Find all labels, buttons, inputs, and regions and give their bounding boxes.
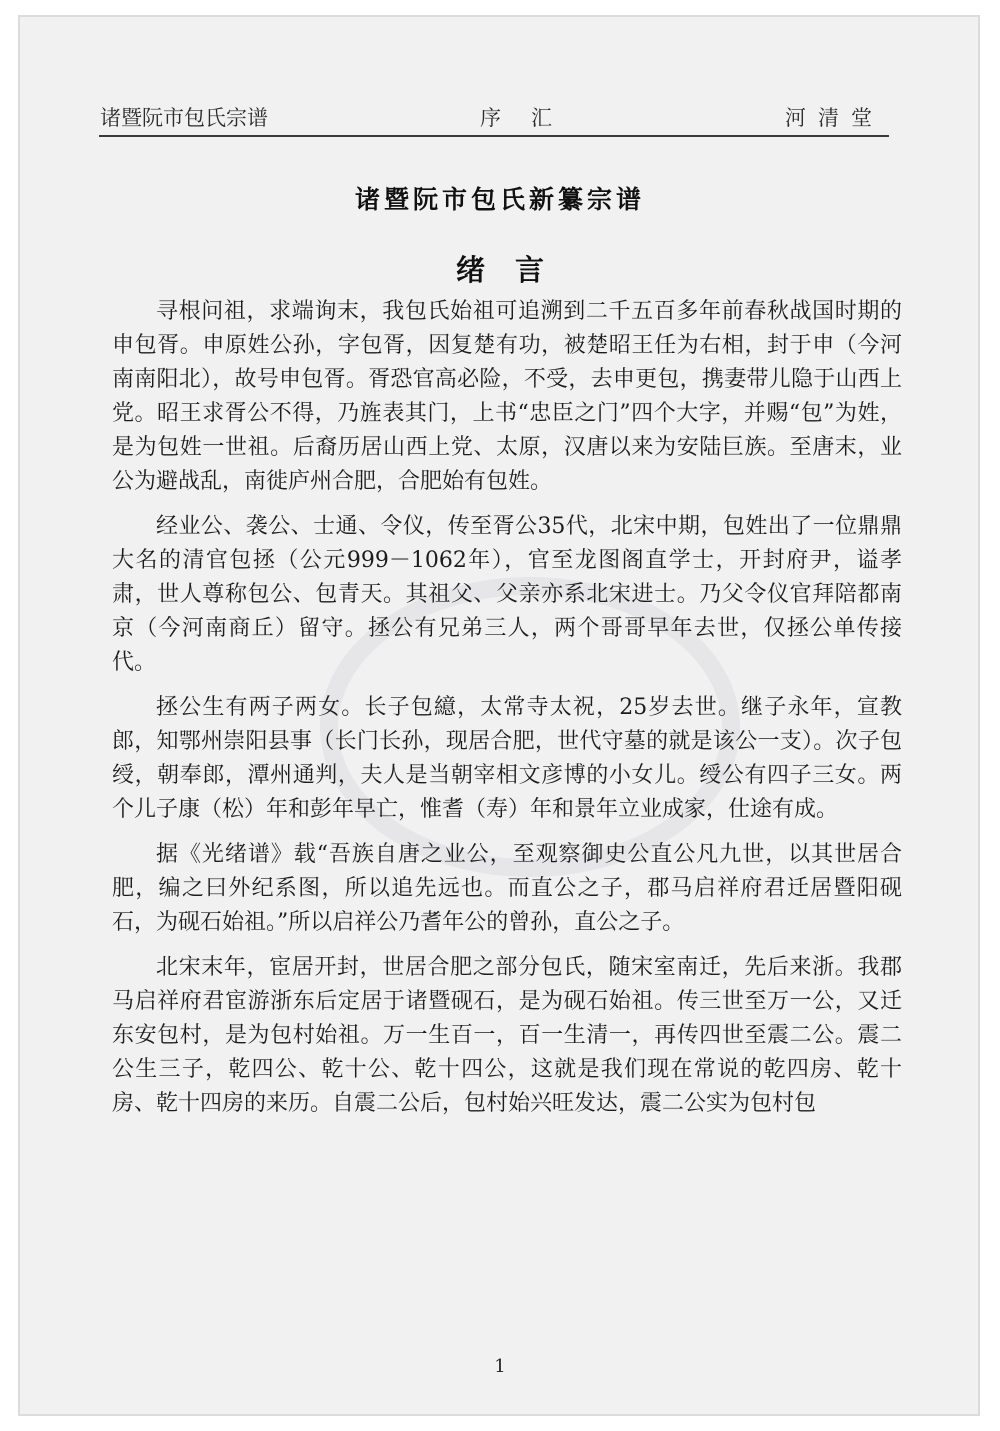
running-header [96, 100, 884, 130]
paragraph: 寻根问祖，求端询末，我包氏始祖可追溯到二千五百多年前春秋战国时期的申包胥。申原姓公孙，字包胥，因复楚有功，被楚昭王任为右相，封于申（今河南南阳北），故号申包胥。胥恐官高必险，不受，去申更包，携妻带儿隐于山西上党。昭王求胥公不得，乃旌表其门，上书“忠臣之门”四个大字，并赐“包”为姓，是为包姓一世祖。后裔历居山西上党、太原，汉唐以来为安陆巨族。至唐末，业公为避战乱，南徙庐州合肥，合肥始有包姓。 [112, 299, 902, 494]
header-section: 序汇 [480, 106, 582, 130]
section-heading: 绪言 [455, 253, 574, 287]
document-title: 诸暨阮市包氏新纂宗谱 [354, 185, 645, 214]
body-text [112, 295, 902, 1132]
header-genealogy-title: 诸暨阮市包氏宗谱 [100, 106, 268, 130]
paragraph: 据《光绪谱》载“吾族自唐之业公，至观察御史公直公凡九世，以其世居合肥，编之曰外纪系图，所以追先远也。而直公之子，郡马启祥府君迁居暨阳砚石，为砚石始祖。”所以启祥公乃耆年公的曾孙，直公之子。 [112, 842, 902, 935]
page-number: 1 [494, 1356, 506, 1377]
paragraph: 经业公、袭公、士通、令仪，传至胥公35代，北宋中期，包姓出了一位鼎鼎大名的清官包拯（公元999－1062年），官至龙图阁直学士，开封府尹，谥孝肃，世人尊称包公、包青天。其祖父、父亲亦系北宋进士。乃父令仪官拜陪都南京（今河南商丘）留守。拯公有兄弟三人，两个哥哥早年去世，仅拯公单传接代。 [112, 514, 902, 675]
header-hall-name: 河清堂 [785, 106, 884, 130]
header-divider [99, 135, 889, 137]
paragraph: 北宋末年，宦居开封，世居合肥之部分包氏，随宋室南迁，先后来浙。我郡马启祥府君宦游浙东后定居于诸暨砚石，是为砚石始祖。传三世至万一公，又迁东安包村，是为包村始祖。万一生百一，百一生清一，再传四世至震二公。震二公生三子，乾四公、乾十公、乾十四公，这就是我们现在常说的乾四房、乾十房、乾十四房的来历。自震二公后，包村始兴旺发达，震二公实为包村包 [112, 955, 902, 1116]
paragraph: 拯公生有两子两女。长子包繶，太常寺太祝，25岁去世。继子永年，宣教郎，知鄂州崇阳县事（长门长孙，现居合肥，世代守墓的就是该公一支）。次子包绶，朝奉郎，潭州通判，夫人是当朝宰相文彦博的小女儿。绶公有四子三女。两个儿子康（松）年和彭年早亡，惟耆（寿）年和景年立业成家，仕途有成。 [112, 695, 902, 822]
